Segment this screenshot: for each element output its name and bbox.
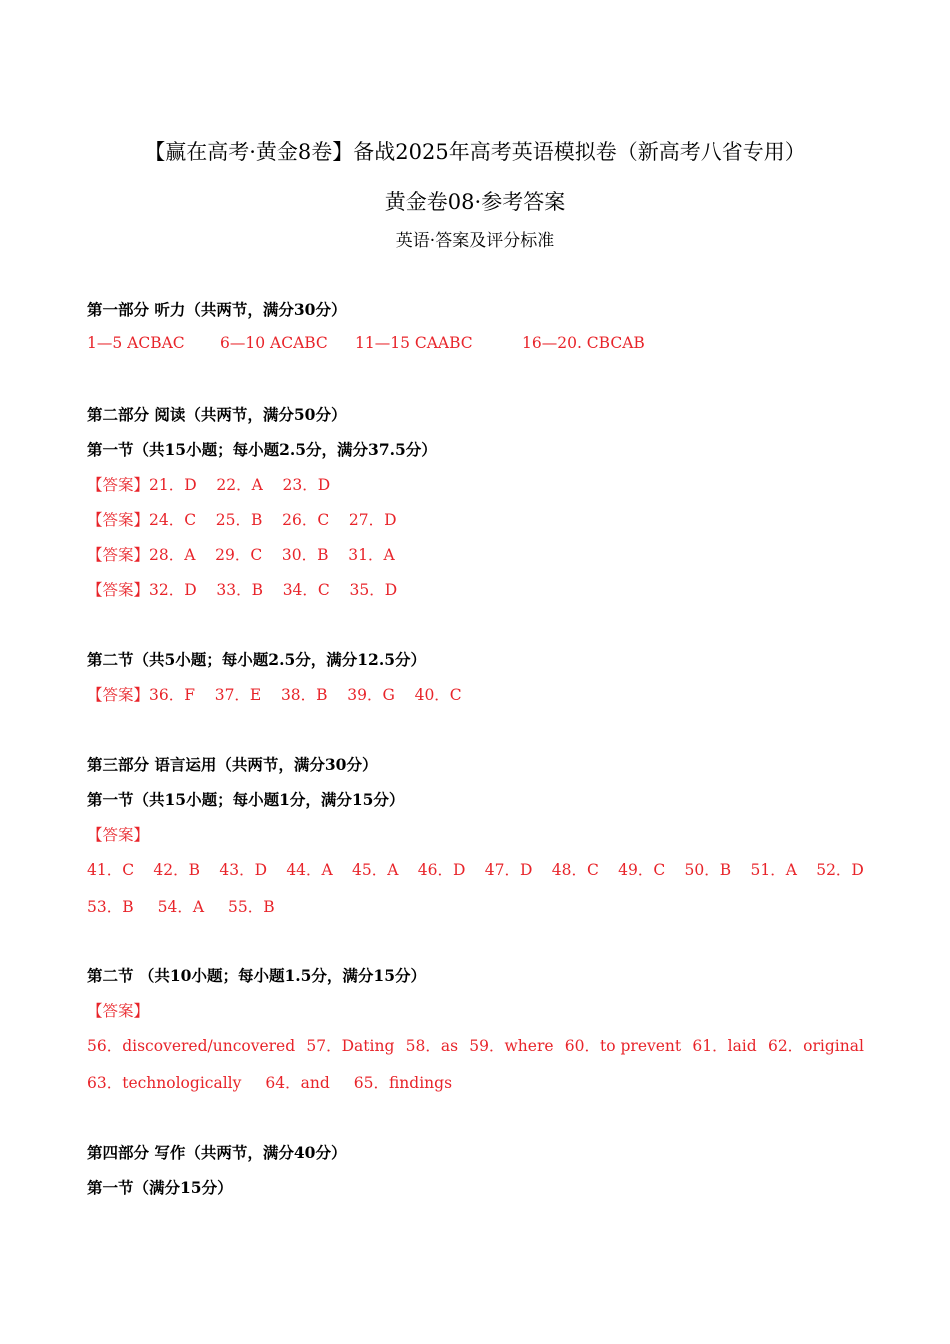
answer-values: 36．F 37．E 38．B 39．G 40．C bbox=[149, 686, 462, 704]
part3-sec2-heading: 第二节 （共10小题；每小题1.5分，满分15分） bbox=[87, 966, 427, 985]
answer-item: 46．D bbox=[417, 861, 466, 879]
answer-row bbox=[87, 473, 330, 495]
answer-item: 65．findings bbox=[353, 1074, 453, 1092]
answer-item: 44．A bbox=[286, 861, 333, 879]
answer-values: 32．D 33．B 34．C 35．D bbox=[149, 581, 398, 599]
answer-tag: 【答案】 bbox=[87, 581, 150, 599]
answer-row bbox=[87, 1071, 864, 1093]
answer-item: 58．as bbox=[405, 1037, 459, 1055]
part3-sec1-heading: 第一节（共15小题；每小题1分，满分15分） bbox=[87, 790, 405, 809]
answer-item: 63．technologically bbox=[87, 1074, 242, 1092]
answer-item: 54．A bbox=[157, 898, 205, 916]
document-title: 【赢在高考·黄金8卷】备战2025年高考英语模拟卷（新高考八省专用） bbox=[144, 140, 806, 164]
answer-item: 43．D bbox=[219, 861, 267, 879]
answer-tag: 【答案】 bbox=[87, 476, 150, 494]
answer-tag: 【答案】 bbox=[87, 511, 150, 529]
listening-group-3: 11—15 CAABC bbox=[355, 334, 473, 352]
listening-group-1: 1—5 ACBAC bbox=[87, 334, 185, 352]
answer-item: 59．where bbox=[469, 1037, 554, 1055]
answer-row bbox=[87, 683, 462, 705]
answer-item: 50．B bbox=[684, 861, 732, 879]
answer-values: 28．A 29．C 30．B 31．A bbox=[149, 546, 395, 564]
answer-tag: 【答案】 bbox=[87, 826, 150, 844]
part2-sec2-heading: 第二节（共5小题；每小题2.5分，满分12.5分） bbox=[87, 650, 427, 669]
answer-item: 45．A bbox=[352, 861, 399, 879]
answer-item: 53．B bbox=[87, 898, 134, 916]
answer-values: 21．D 22．A 23．D bbox=[149, 476, 331, 494]
document-subtitle: 黄金卷08·参考答案 bbox=[384, 190, 566, 214]
answer-item: 64．and bbox=[265, 1074, 330, 1092]
answer-item: 42．B bbox=[153, 861, 201, 879]
part3-heading: 第三部分 语言运用（共两节，满分30分） bbox=[87, 755, 378, 774]
answer-item: 49．C bbox=[618, 861, 666, 879]
part4-heading: 第四部分 写作（共两节，满分40分） bbox=[87, 1143, 347, 1162]
answer-tag: 【答案】 bbox=[87, 546, 150, 564]
listening-group-2: 6—10 ACABC bbox=[220, 334, 328, 352]
answer-item: 56．discovered/uncovered bbox=[87, 1037, 296, 1055]
answer-item: 57．Dating bbox=[306, 1037, 395, 1055]
answer-values: 24．C 25．B 26．C 27．D bbox=[149, 511, 397, 529]
answer-row bbox=[87, 578, 397, 600]
answer-item: 41．C bbox=[87, 861, 135, 879]
part2-sec1-heading: 第一节（共15小题；每小题2.5分，满分37.5分） bbox=[87, 440, 437, 459]
answer-tag: 【答案】 bbox=[87, 1002, 150, 1020]
answer-item: 60．to prevent bbox=[564, 1037, 682, 1055]
answer-item: 52．D bbox=[816, 861, 864, 879]
answer-row bbox=[87, 508, 397, 530]
answer-row bbox=[87, 895, 864, 917]
answer-row bbox=[87, 543, 395, 565]
answer-item: 47．D bbox=[484, 861, 533, 879]
answer-item: 48．C bbox=[551, 861, 599, 879]
answer-item: 55．B bbox=[228, 898, 275, 916]
answer-row bbox=[87, 1034, 864, 1056]
answer-item: 61．laid bbox=[692, 1037, 757, 1055]
answer-tag: 【答案】 bbox=[87, 686, 150, 704]
part4-sec1-heading: 第一节（满分15分） bbox=[87, 1178, 233, 1197]
part2-heading: 第二部分 阅读（共两节，满分50分） bbox=[87, 405, 347, 424]
listening-group-4: 16—20. CBCAB bbox=[522, 334, 645, 352]
answer-item: 62．original bbox=[767, 1037, 864, 1055]
document-subsubtitle: 英语·答案及评分标准 bbox=[395, 231, 555, 251]
answer-row bbox=[87, 858, 864, 880]
answer-item: 51．A bbox=[750, 861, 797, 879]
part1-heading: 第一部分 听力（共两节，满分30分） bbox=[87, 300, 347, 319]
